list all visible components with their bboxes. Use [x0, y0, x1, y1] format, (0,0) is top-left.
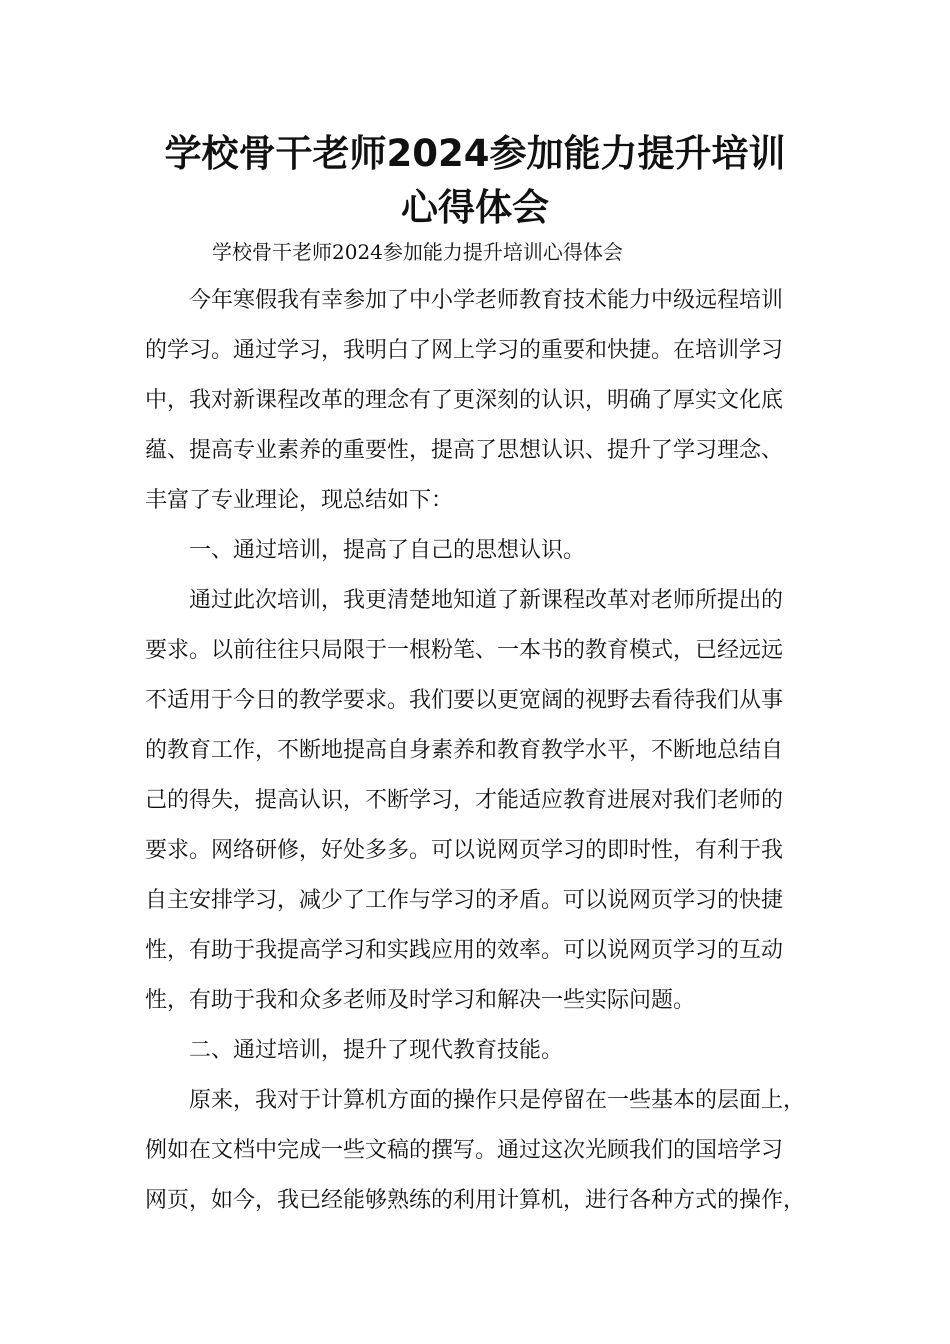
- document-subtitle: 学校骨干老师2024参加能力提升培训心得体会: [212, 240, 623, 264]
- paragraph-line: 今年寒假我有幸参加了中小学老师教育技术能力中级远程培训: [189, 288, 784, 313]
- paragraph-line: 中，我对新课程改革的理念有了更深刻的认识，明确了厚实文化底: [145, 388, 784, 413]
- paragraph-line: 不适用于今日的教学要求。我们要以更宽阔的视野去看待我们从事: [145, 688, 784, 713]
- paragraph-line: 网页，如今，我已经能够熟练的利用计算机，进行各种方式的操作，: [145, 1188, 806, 1213]
- paragraph-line: 蕴、提高专业素养的重要性，提高了思想认识、提升了学习理念、: [145, 438, 784, 463]
- paragraph-line: 己的得失，提高认识，不断学习，才能适应教育进展对我们老师的: [145, 788, 784, 813]
- document-title-line-1: 学校骨干老师2024参加能力提升培训: [164, 132, 786, 175]
- paragraph-line: 的教育工作，不断地提高自身素养和教育教学水平，不断地总结自: [145, 738, 784, 763]
- section-heading-1: 一、通过培训，提高了自己的思想认识。: [189, 538, 586, 563]
- section-heading-2: 二、通过培训，提升了现代教育技能。: [189, 1038, 564, 1063]
- paragraph-line: 通过此次培训，我更清楚地知道了新课程改革对老师所提出的: [189, 588, 784, 613]
- paragraph-line: 性，有助于我提高学习和实践应用的效率。可以说网页学习的互动: [145, 938, 784, 963]
- paragraph-line: 原来，我对于计算机方面的操作只是停留在一些基本的层面上，: [189, 1088, 806, 1113]
- paragraph-line: 要求。网络研修，好处多多。可以说网页学习的即时性，有利于我: [145, 838, 784, 863]
- paragraph-line: 丰富了专业理论，现总结如下：: [145, 488, 454, 513]
- paragraph-line: 自主安排学习，减少了工作与学习的矛盾。可以说网页学习的快捷: [145, 888, 784, 913]
- paragraph-line: 性，有助于我和众多老师及时学习和解决一些实际问题。: [145, 988, 696, 1013]
- paragraph-line: 的学习。通过学习，我明白了网上学习的重要和快捷。在培训学习: [145, 338, 784, 363]
- paragraph-line: 要求。以前往往只局限于一根粉笔、一本书的教育模式，已经远远: [145, 638, 784, 663]
- document-title-line-2: 心得体会: [401, 186, 549, 229]
- paragraph-line: 例如在文档中完成一些文稿的撰写。通过这次光顾我们的国培学习: [145, 1138, 784, 1163]
